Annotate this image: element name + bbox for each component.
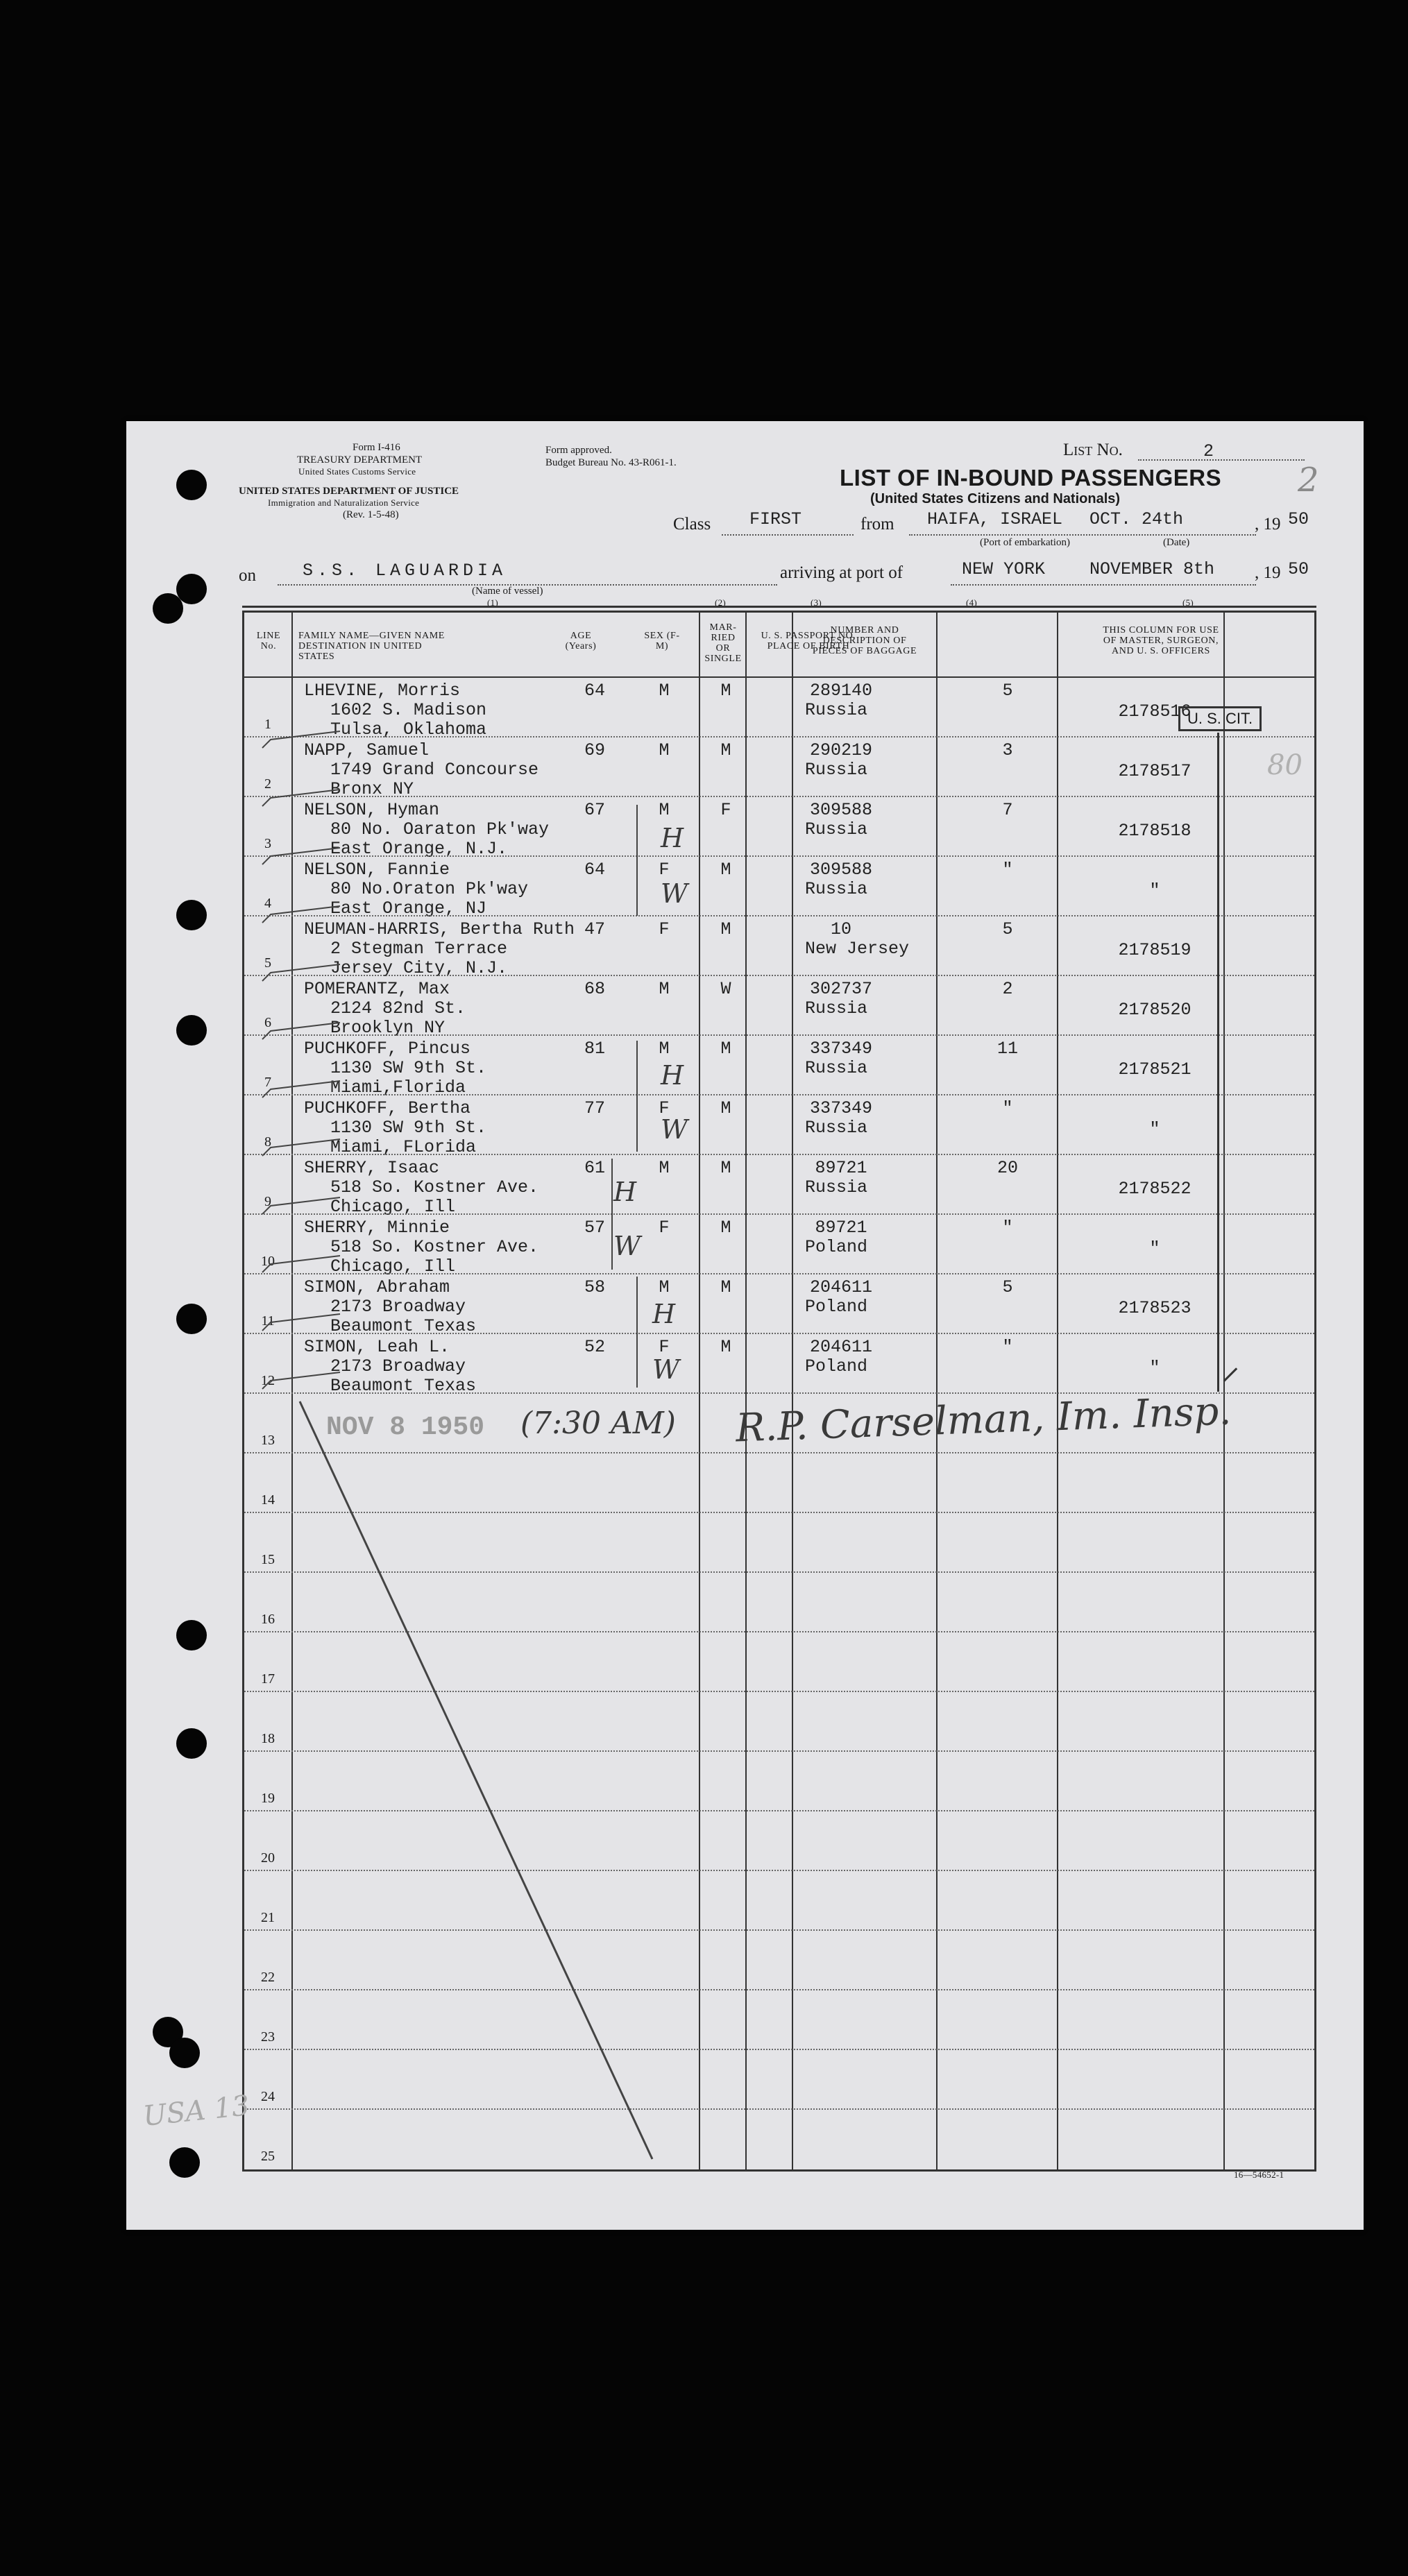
arrival-year: 50: [1288, 559, 1309, 579]
passenger-sex: M: [659, 681, 670, 701]
footer-code: 16—54652-1: [1234, 2169, 1284, 2180]
year-prefix: , 19: [1255, 515, 1281, 534]
officer-number: 2178522: [1118, 1179, 1191, 1199]
embark-port: HAIFA, ISRAEL: [927, 509, 1063, 529]
officer-number: 2178516: [1118, 701, 1191, 722]
passenger-birthplace: Russia: [805, 1058, 868, 1078]
passenger-address-city: Brooklyn NY: [330, 1018, 446, 1038]
passenger-sex: M: [659, 1039, 670, 1059]
passenger-name: SIMON, Leah L.: [304, 1337, 450, 1357]
passenger-address-street: 1130 SW 9th St.: [330, 1058, 487, 1078]
line-number: 7: [264, 1075, 271, 1090]
passenger-passport-no: 309588: [809, 800, 872, 820]
line-number: 2: [264, 776, 271, 792]
class-value: FIRST: [749, 509, 802, 529]
vessel-caption: (Name of vessel): [472, 586, 543, 597]
passenger-address-city: Bronx NY: [330, 779, 414, 799]
justice-label: UNITED STATES DEPARTMENT OF JUSTICE: [239, 486, 459, 497]
date-caption: (Date): [1163, 537, 1190, 548]
list-no-label: List No.: [1063, 441, 1123, 459]
officer-number: 2178523: [1118, 1298, 1191, 1318]
passenger-age: 52: [584, 1337, 605, 1357]
husband-mark: H: [661, 823, 684, 853]
passenger-address-city: East Orange, NJ: [330, 898, 487, 919]
usa13-mark: USA 13: [142, 2090, 251, 2133]
line-number: 23: [261, 2029, 275, 2045]
passenger-address-city: East Orange, N.J.: [330, 839, 508, 859]
passenger-address-street: 80 No. Oaraton Pk'way: [330, 819, 550, 839]
passenger-birthplace: Poland: [805, 1237, 868, 1257]
passenger-marital-status: M: [720, 681, 731, 701]
passenger-passport-no: 337349: [809, 1098, 872, 1118]
passenger-birthplace: New Jersey: [805, 939, 910, 959]
line-number: 1: [264, 717, 271, 732]
passenger-baggage: 5: [1002, 919, 1013, 939]
passenger-age: 68: [584, 979, 605, 999]
passenger-marital-status: M: [720, 1158, 731, 1178]
line-number: 5: [264, 955, 271, 971]
treasury-label: TREASURY DEPARTMENT: [297, 454, 423, 466]
port-caption: (Port of embarkation): [980, 537, 1070, 548]
passenger-passport-no: 337349: [809, 1039, 872, 1059]
budget-label: Budget Bureau No. 43-R061-1.: [545, 457, 677, 468]
passenger-name: SHERRY, Isaac: [304, 1158, 440, 1178]
passenger-passport-no: 302737: [809, 979, 872, 999]
passenger-address-street: 2 Stegman Terrace: [330, 939, 508, 959]
line-number: 11: [261, 1313, 275, 1329]
wife-mark: W: [661, 1114, 688, 1145]
line-number: 18: [261, 1731, 275, 1746]
passenger-sex: M: [659, 800, 670, 820]
passenger-marital-status: M: [720, 1337, 731, 1357]
passenger-name: NELSON, Hyman: [304, 800, 440, 820]
header-officers: THIS COLUMN FOR USE OF MASTER, SURGEON, AND U. S. OFFICERS: [1103, 625, 1219, 656]
passenger-age: 47: [584, 919, 605, 939]
line-number: 8: [264, 1134, 271, 1150]
line-number: 17: [261, 1671, 275, 1687]
line-number: 4: [264, 896, 271, 911]
class-label: Class: [673, 515, 711, 534]
passenger-address-city: Chicago, Ill: [330, 1256, 456, 1277]
embark-year: 50: [1288, 509, 1309, 529]
col-caption-4: (4): [966, 597, 978, 608]
arriving-label: arriving at port of: [780, 563, 904, 582]
passenger-address-city: Tulsa, Oklahoma: [330, 719, 487, 740]
embark-date: OCT. 24th: [1089, 509, 1184, 529]
line-number: 12: [261, 1373, 275, 1388]
passenger-passport-no: 289140: [809, 681, 872, 701]
passenger-baggage: 11: [996, 1039, 1018, 1059]
line-number: 24: [261, 2089, 275, 2104]
passenger-address-street: 1602 S. Madison: [330, 700, 487, 720]
passenger-passport-no: 204611: [809, 1337, 872, 1357]
corner-mark: 2: [1298, 461, 1319, 500]
passenger-sex: M: [659, 740, 670, 760]
passenger-birthplace: Poland: [805, 1297, 868, 1317]
passenger-age: 57: [584, 1218, 605, 1238]
vessel-name: S.S. LAGUARDIA: [303, 561, 507, 581]
passenger-age: 64: [584, 860, 605, 880]
passenger-age: 61: [584, 1158, 605, 1178]
line-number: 14: [261, 1492, 275, 1508]
wife-mark: W: [652, 1354, 680, 1385]
passenger-address-street: 1130 SW 9th St.: [330, 1118, 487, 1138]
passenger-passport-no: 89721: [815, 1158, 867, 1178]
col-caption-2: (2): [715, 597, 727, 608]
passenger-address-city: Miami,Florida: [330, 1077, 466, 1098]
passenger-marital-status: M: [720, 919, 731, 939]
passenger-address-street: 2173 Broadway: [330, 1297, 466, 1317]
time-note: (7:30 AM): [520, 1406, 676, 1441]
passenger-birthplace: Russia: [805, 998, 868, 1018]
officer-number: ": [1149, 1119, 1160, 1139]
passenger-age: 69: [584, 740, 605, 760]
passenger-baggage: 7: [1002, 800, 1013, 820]
header-name: FAMILY NAME—GIVEN NAME DESTINATION IN UNITED STATES: [298, 631, 445, 662]
col-caption-5: (5): [1182, 597, 1194, 608]
passenger-address-street: 2124 82nd St.: [330, 998, 466, 1018]
line-number: 22: [261, 1970, 275, 1985]
customs-label: United States Customs Service: [298, 466, 416, 477]
us-cit-stamp: U. S. CIT.: [1178, 706, 1262, 731]
passenger-age: 81: [584, 1039, 605, 1059]
passenger-baggage: 5: [1002, 681, 1013, 701]
line-number: 20: [261, 1850, 275, 1866]
officer-number: 2178521: [1118, 1059, 1191, 1080]
passenger-sex: F: [659, 1098, 670, 1118]
officer-number: 2178520: [1118, 1000, 1191, 1020]
arrival-port: NEW YORK: [962, 559, 1046, 579]
passenger-birthplace: Russia: [805, 1177, 868, 1197]
passenger-baggage: ": [1002, 1098, 1013, 1118]
passenger-sex: F: [659, 1337, 670, 1357]
col-caption-1: (1): [487, 597, 499, 608]
on-label: on: [239, 566, 256, 585]
arrival-stamp: NOV 8 1950: [326, 1413, 485, 1442]
header-married: MAR-RIED OR SINGLE: [704, 622, 742, 664]
passenger-passport-no: 89721: [815, 1218, 867, 1238]
arrival-year-prefix: , 19: [1255, 563, 1281, 582]
passenger-sex: M: [659, 1277, 670, 1297]
passenger-birthplace: Russia: [805, 1118, 868, 1138]
officer-number: ": [1149, 880, 1160, 901]
passenger-address-street: 518 So. Kostner Ave.: [330, 1237, 539, 1257]
passenger-sex: M: [659, 1158, 670, 1178]
passenger-passport-no: 10: [830, 919, 851, 939]
passenger-marital-status: M: [720, 1098, 731, 1118]
passenger-age: 67: [584, 800, 605, 820]
passenger-baggage: 20: [996, 1158, 1018, 1178]
wife-mark: W: [613, 1231, 641, 1261]
line-number: 21: [261, 1910, 275, 1925]
page-subtitle: (United States Citizens and Nationals): [870, 491, 1121, 506]
rev-label: (Rev. 1-5-48): [343, 509, 399, 520]
passenger-address-street: 1749 Grand Concourse: [330, 760, 539, 780]
passenger-age: 64: [584, 681, 605, 701]
officer-number: 2178517: [1118, 761, 1191, 781]
passenger-address-street: 518 So. Kostner Ave.: [330, 1177, 539, 1197]
passenger-marital-status: M: [720, 1039, 731, 1059]
header-sex: SEX (F-M): [644, 631, 680, 651]
passenger-birthplace: Russia: [805, 760, 868, 780]
inspector-signature: R.P. Carselman, Im. Insp.: [735, 1388, 1232, 1451]
passenger-age: 77: [584, 1098, 605, 1118]
passenger-passport-no: 204611: [809, 1277, 872, 1297]
wife-mark: W: [661, 878, 688, 909]
passenger-sex: F: [659, 919, 670, 939]
from-label: from: [860, 515, 894, 534]
passenger-baggage: 5: [1002, 1277, 1013, 1297]
line-number: 6: [264, 1015, 271, 1030]
passenger-marital-status: W: [720, 979, 731, 999]
line-number: 10: [261, 1254, 275, 1269]
passenger-sex: M: [659, 979, 670, 999]
passenger-marital-status: F: [720, 800, 731, 820]
list-no-value: 2: [1203, 441, 1214, 461]
passenger-birthplace: Poland: [805, 1356, 868, 1376]
passenger-name: NEUMAN-HARRIS, Bertha Ruth: [304, 919, 575, 939]
passenger-address-city: Jersey City, N.J.: [330, 958, 508, 978]
header-age: AGE (Years): [565, 631, 597, 651]
passenger-marital-status: M: [720, 740, 731, 760]
passenger-name: PUCHKOFF, Pincus: [304, 1039, 471, 1059]
line-number: 16: [261, 1612, 275, 1627]
passenger-birthplace: Russia: [805, 819, 868, 839]
husband-mark: H: [613, 1177, 637, 1207]
passenger-name: NELSON, Fannie: [304, 860, 450, 880]
passenger-sex: F: [659, 1218, 670, 1238]
passenger-address-street: 2173 Broadway: [330, 1356, 466, 1376]
line-number: 15: [261, 1552, 275, 1567]
passenger-address-city: Beaumont Texas: [330, 1316, 477, 1336]
passenger-marital-status: M: [720, 1218, 731, 1238]
passenger-name: SHERRY, Minnie: [304, 1218, 450, 1238]
passenger-address-street: 80 No.Oraton Pk'way: [330, 879, 529, 899]
passenger-name: LHEVINE, Morris: [304, 681, 461, 701]
officer-number: 2178519: [1118, 940, 1191, 960]
passenger-marital-status: M: [720, 1277, 731, 1297]
header-line: LINE No.: [256, 631, 281, 651]
passenger-address-city: Beaumont Texas: [330, 1376, 477, 1396]
officer-number: ": [1149, 1358, 1160, 1378]
passenger-marital-status: M: [720, 860, 731, 880]
line-number: 13: [261, 1433, 275, 1448]
passenger-name: PUCHKOFF, Bertha: [304, 1098, 471, 1118]
line-number: 9: [264, 1194, 271, 1209]
passenger-baggage: 2: [1002, 979, 1013, 999]
passenger-name: POMERANTZ, Max: [304, 979, 450, 999]
passenger-baggage: ": [1002, 1337, 1013, 1357]
line-number: 3: [264, 836, 271, 851]
line-number: 19: [261, 1791, 275, 1806]
approved-label: Form approved.: [545, 445, 612, 456]
passenger-birthplace: Russia: [805, 700, 868, 720]
passenger-birthplace: Russia: [805, 879, 868, 899]
passenger-sex: F: [659, 860, 670, 880]
passenger-address-city: Miami, FLorida: [330, 1137, 477, 1157]
passenger-passport-no: 309588: [809, 860, 872, 880]
ins-label: Immigration and Naturalization Service: [268, 497, 420, 508]
line-number: 25: [261, 2149, 275, 2164]
passenger-name: SIMON, Abraham: [304, 1277, 450, 1297]
page-title: LIST OF IN-BOUND PASSENGERS: [840, 465, 1222, 491]
passenger-baggage: 3: [1002, 740, 1013, 760]
arrival-date: NOVEMBER 8th: [1089, 559, 1215, 579]
officer-number: ": [1149, 1238, 1160, 1259]
col-caption-3: (3): [811, 597, 822, 608]
passenger-baggage: ": [1002, 860, 1013, 880]
husband-mark: H: [652, 1299, 676, 1329]
margin-80: 80: [1267, 749, 1303, 781]
passenger-address-city: Chicago, Ill: [330, 1197, 456, 1217]
husband-mark: H: [661, 1060, 684, 1091]
passenger-passport-no: 290219: [809, 740, 872, 760]
officer-number: 2178518: [1118, 821, 1191, 841]
header-baggage: NUMBER AND DESCRIPTION OF PIECES OF BAGGAGE: [812, 625, 917, 656]
passenger-name: NAPP, Samuel: [304, 740, 430, 760]
form-number: Form I-416: [353, 442, 400, 453]
passenger-age: 58: [584, 1277, 605, 1297]
header-passport: U. S. PASSPORT NO. PLACE OF BIRTH: [761, 631, 856, 651]
passenger-baggage: ": [1002, 1218, 1013, 1238]
